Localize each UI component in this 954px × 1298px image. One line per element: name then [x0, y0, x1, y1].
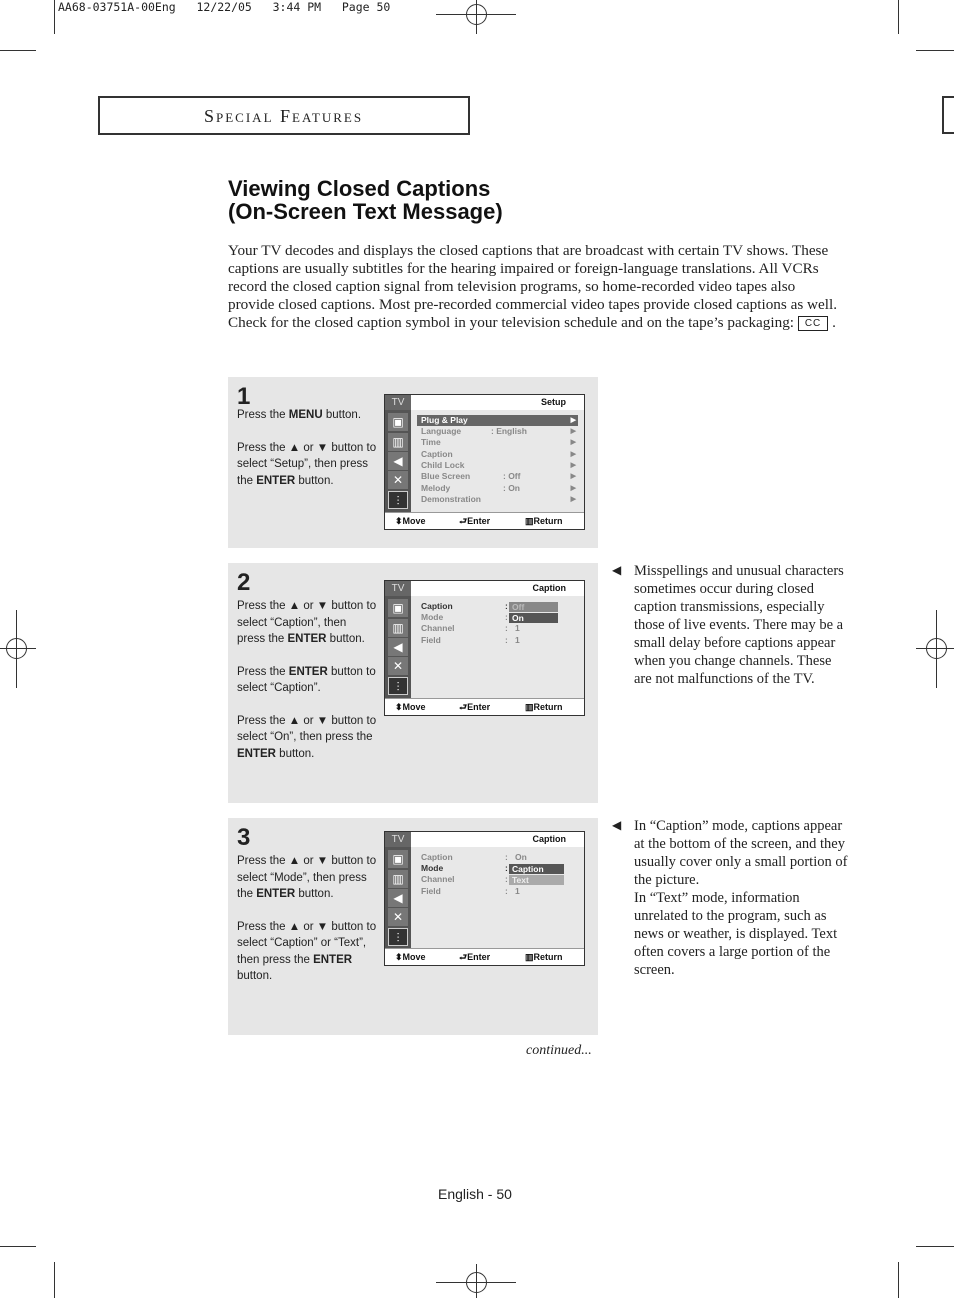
enter-hint: ⮐ Enter — [459, 516, 491, 526]
channel-icon: ✕ — [388, 657, 408, 675]
osd-footer — [385, 512, 584, 529]
return-hint: ▥ Return — [525, 516, 563, 526]
menu-item-demonstration[interactable]: Demonstration ▶ — [421, 494, 576, 504]
step-number: 1 — [237, 383, 251, 410]
osd-sidebar — [385, 832, 411, 948]
menu-item-blue-screen[interactable]: Blue Screen : Off ▶ — [421, 471, 576, 481]
step-2-panel — [228, 563, 598, 803]
osd-tv-label: TV — [385, 832, 411, 847]
menu-item-channel[interactable]: Channel : 1 — [421, 623, 520, 633]
enter-hint: ⮐ Enter — [459, 952, 491, 962]
osd-caption-mode-menu — [384, 831, 585, 966]
print-header: AA68-03751A-00Eng 12/22/05 3:44 PM Page 50 — [58, 0, 391, 14]
picture-icon: ▣ — [388, 850, 408, 868]
title-line-2: (On-Screen Text Message) — [228, 199, 503, 224]
osd-menu-title: Caption — [532, 834, 566, 844]
osd-footer — [385, 698, 584, 715]
osd-footer — [385, 948, 584, 965]
speaker-icon: ◀ — [388, 889, 408, 907]
cc-symbol: CC — [798, 316, 828, 331]
section-header-box — [98, 96, 470, 135]
page-number: English - 50 — [438, 1186, 512, 1202]
channel-icon: ✕ — [388, 471, 408, 489]
move-hint: ⬍ Move — [395, 952, 426, 962]
step-instructions: Press the MENU button. Press the ▲ or ▼ button to select “Setup”, then press the ENTER button. — [237, 409, 377, 487]
picture-icon: ▣ — [388, 599, 408, 617]
osd-sidebar — [385, 581, 411, 698]
note-bullet-icon: ◀ — [612, 818, 622, 832]
menu-item-melody[interactable]: Melody : On ▶ — [421, 483, 576, 493]
speaker-icon: ◀ — [388, 638, 408, 656]
menu-item-child-lock[interactable]: Child Lock ▶ — [421, 460, 576, 470]
section-title: Special Features — [204, 106, 364, 126]
menu-item-caption[interactable]: Caption ▶ — [421, 449, 576, 459]
menu-item-language[interactable]: Language : English ▶ — [421, 426, 576, 436]
sound-icon: ▥ — [388, 619, 408, 637]
note-caption-modes: In “Caption” mode, captions appear at the bottom of the screen, and they usually cover only a small portion of the picture. In “Text” mode, information unrelated to the program, such as news or weather, is displayed. Text often covers a large portion of the screen. — [634, 818, 848, 978]
step-number: 2 — [237, 569, 251, 596]
setup-icon: ⫶ — [388, 677, 408, 695]
menu-item-channel[interactable]: Channel : — [421, 874, 508, 884]
osd-setup-menu — [384, 394, 585, 530]
setup-icon: ⫶ — [388, 928, 408, 946]
note-misspellings: Misspellings and unusual characters sometimes occur during closed caption transmissions, especially those of live events. There may be a small delay before captions appear when you change channels. These are not malfunctions of the TV. — [634, 563, 844, 687]
enter-hint: ⮐ Enter — [459, 702, 491, 712]
osd-tv-label: TV — [385, 581, 411, 596]
option-text[interactable]: Text — [509, 875, 564, 885]
return-hint: ▥ Return — [525, 952, 563, 962]
menu-item-caption[interactable]: Caption : On — [421, 852, 527, 862]
step-instructions: Press the ▲ or ▼ button to select “Caption”, then press the ENTER button. Press the ENTER button to select “Caption”. Press the ▲ or ▼ button to select “On”, then press the ENTER button. — [237, 600, 377, 760]
menu-item-plug-play[interactable]: Plug & Play ▶ — [417, 415, 578, 426]
channel-icon: ✕ — [388, 908, 408, 926]
menu-item-field[interactable]: Field : 1 — [421, 635, 520, 645]
menu-item-caption[interactable]: Caption : — [421, 601, 508, 611]
intro-text: Your TV decodes and displays the closed captions that are broadcast with certain TV shows. These captions are usually subtitles for the hearing impaired or foreign-language translations. All VCRs record the closed caption signal from television programs, so home-recorded video tapes also provide closed captions. Most pre-recorded commercial video tapes provide closed captions as well. Check for the closed caption symbol in your television schedule and on the tape’s packaging: — [228, 242, 837, 331]
option-off[interactable]: Off — [509, 602, 558, 612]
menu-item-time[interactable]: Time ▶ — [421, 437, 576, 447]
osd-menu-title: Caption — [532, 583, 566, 593]
intro-end: . — [832, 314, 836, 331]
osd-tv-label: TV — [385, 395, 411, 410]
sound-icon: ▥ — [388, 433, 408, 451]
option-on[interactable]: On — [509, 613, 558, 623]
intro-paragraph — [228, 242, 840, 332]
menu-item-field[interactable]: Field : 1 — [421, 886, 520, 896]
return-hint: ▥ Return — [525, 702, 563, 712]
step-number: 3 — [237, 824, 251, 851]
picture-icon: ▣ — [388, 413, 408, 431]
step-1-panel — [228, 377, 598, 548]
title-line-1: Viewing Closed Captions — [228, 176, 491, 201]
option-caption[interactable]: Caption — [509, 864, 564, 874]
move-hint: ⬍ Move — [395, 516, 426, 526]
menu-item-mode[interactable]: Mode : — [421, 612, 508, 622]
osd-caption-menu — [384, 580, 585, 716]
setup-icon: ⫶ — [388, 491, 408, 509]
speaker-icon: ◀ — [388, 452, 408, 470]
move-hint: ⬍ Move — [395, 702, 426, 712]
menu-item-mode[interactable]: Mode : — [421, 863, 508, 873]
step-3-panel — [228, 818, 598, 1035]
continued-label: continued... — [526, 1043, 592, 1058]
sound-icon: ▥ — [388, 870, 408, 888]
osd-sidebar — [385, 395, 411, 512]
step-instructions: Press the ▲ or ▼ button to select “Mode”, then press the ENTER button. Press the ▲ or ▼ button to select “Caption” or “Text”, then press the ENTER button. — [237, 855, 377, 982]
note-bullet-icon: ◀ — [612, 563, 622, 577]
page-title — [228, 177, 503, 223]
osd-menu-title: Setup — [540, 397, 566, 407]
